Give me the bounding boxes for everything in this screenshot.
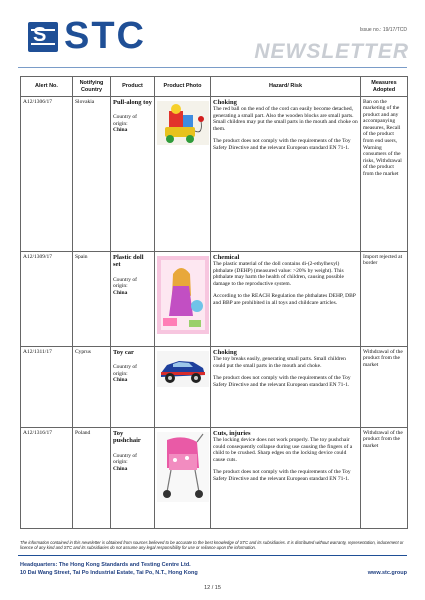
- hazard-title: Choking: [213, 98, 237, 106]
- logo-text: STC: [64, 15, 146, 57]
- origin-label: Country of origin:: [113, 364, 137, 377]
- origin-country: China: [113, 289, 128, 296]
- table-row: [21, 428, 408, 529]
- col-alert-no: Alert No.: [21, 77, 73, 97]
- alert-no: A12/1306/17: [21, 97, 73, 252]
- product-name: Toy car: [113, 348, 134, 356]
- col-hazard-risk: Hazard/ Risk: [211, 77, 361, 97]
- notifying-country: Slovakia: [73, 97, 111, 252]
- issue-number: Issue no.: 19/17/TCD: [359, 27, 407, 33]
- product-photo-cell: [155, 252, 211, 347]
- website-link[interactable]: www.stc.group: [367, 570, 407, 576]
- col-measures-adopted: Measures Adopted: [361, 77, 408, 97]
- notifying-country: Spain: [73, 252, 111, 347]
- hazard-title: Choking: [213, 348, 237, 356]
- hazard-description: The toy breaks easily, generating small parts. Small children could put the small parts in the mouth and choke.: [213, 356, 346, 369]
- notifying-country: Cyprus: [73, 347, 111, 428]
- product-photo-cell: [155, 347, 211, 428]
- table-row: [21, 252, 408, 347]
- product-cell: [111, 97, 155, 252]
- table-row: [21, 347, 408, 428]
- headquarters-address: 10 Dai Wang Street, Tai Po Industrial Estate, Tai Po, N.T., Hong Kong: [20, 570, 198, 576]
- hazard-compliance: According to the REACH Regulation the phthalates DEHP, DBP and BBP are prohibited in all toys and childcare articles.: [213, 293, 356, 306]
- toy-car-photo: [157, 351, 209, 387]
- origin-country: China: [113, 465, 128, 472]
- hazard-compliance: The product does not comply with the requirements of the Toy Safety Directive and the relevant European standard EN 71-1.: [213, 138, 351, 151]
- measures-adopted: Withdrawal of the product from the market: [361, 347, 408, 428]
- newsletter-title: NEWSLETTER: [254, 40, 409, 63]
- hazard-title: Chemical: [213, 253, 240, 261]
- page-number: 12 / 15: [204, 585, 221, 591]
- origin-country: China: [113, 377, 128, 384]
- hazard-description: The plastic material of the doll contains di-(2-ethylhexyl) phthalate (DEHP) (measured value: >20% by weight). This phthalate may harm the health of children, causing possible damage to the reproductive system.: [213, 261, 344, 287]
- measures-adopted: Import rejected at border: [361, 252, 408, 347]
- product-name: Pull-along toy: [113, 98, 152, 106]
- product-cell: [111, 252, 155, 347]
- hazard-cell: [211, 347, 361, 428]
- measures-adopted: Ban on the marketing of the product and any accompanying measures, Recall of the product from end users, Warning consumers of the risks, Withdrawal of the product from the market: [361, 97, 408, 252]
- hazard-cell: [211, 252, 361, 347]
- product-cell: [111, 428, 155, 529]
- col-product: Product: [111, 77, 155, 97]
- product-cell: [111, 347, 155, 428]
- origin-label: Country of origin:: [113, 276, 137, 290]
- footer-divider: [18, 555, 407, 556]
- hazard-cell: [211, 428, 361, 529]
- hazard-title: Cuts, injuries: [213, 429, 251, 437]
- hazard-description: The red ball on the end of the cord can easily become detached, generating a small part. Also the wooden blocks are small parts. Small children may put the small parts in the mouth and choke on them.: [213, 106, 358, 132]
- disclaimer: The information contained in this newsletter is obtained from sources believed to be accurate to the best knowledge of STC and its subsidiaries. It is distributed without warranty, representation, inducement or licence of any kind and STC and its subsidiaries do not assume any legal responsibility for use or reliance upon the information.: [20, 540, 404, 550]
- product-photo-cell: [155, 97, 211, 252]
- pull-along-toy-photo: [157, 101, 209, 145]
- alerts-table: [20, 76, 408, 529]
- hazard-compliance: The product does not comply with the requirements of the Toy Safety Directive and the relevant European standard EN 71-1.: [213, 375, 351, 388]
- plastic-doll-set-photo: [157, 256, 209, 334]
- col-product-photo: Product Photo: [155, 77, 211, 97]
- hazard-cell: [211, 97, 361, 252]
- stc-logo-icon: S: [28, 22, 58, 52]
- alert-no: A12/1316/17: [21, 428, 73, 529]
- hazard-description: The locking device does not work properly. The toy pushchair could consequently collapse during use causing the fingers of a child to be crushed. Sharp edges on the locking device could cause cuts.: [213, 437, 353, 463]
- origin-label: Country of origin:: [113, 452, 137, 466]
- header-divider: [18, 67, 407, 68]
- alert-no: A12/1311/17: [21, 347, 73, 428]
- notifying-country: Poland: [73, 428, 111, 529]
- origin-country: China: [113, 127, 128, 134]
- table-header-row: [21, 77, 408, 97]
- alert-no: A12/1309/17: [21, 252, 73, 347]
- col-notifying-country: Notifying Country: [73, 77, 111, 97]
- table-row: [21, 97, 408, 252]
- origin-label: Country of origin:: [113, 114, 137, 127]
- product-photo-cell: [155, 428, 211, 529]
- product-name: Toy pushchair: [113, 429, 141, 444]
- product-name: Plastic doll set: [113, 253, 144, 268]
- headquarters-name: Headquarters: The Hong Kong Standards and Testing Centre Ltd.: [20, 562, 191, 568]
- toy-pushchair-photo: [157, 432, 209, 502]
- hazard-compliance: The product does not comply with the requirements of the Toy Safety Directive and the relevant European standard EN 71-1.: [213, 469, 351, 482]
- measures-adopted: Withdrawal of the product from the market: [361, 428, 408, 529]
